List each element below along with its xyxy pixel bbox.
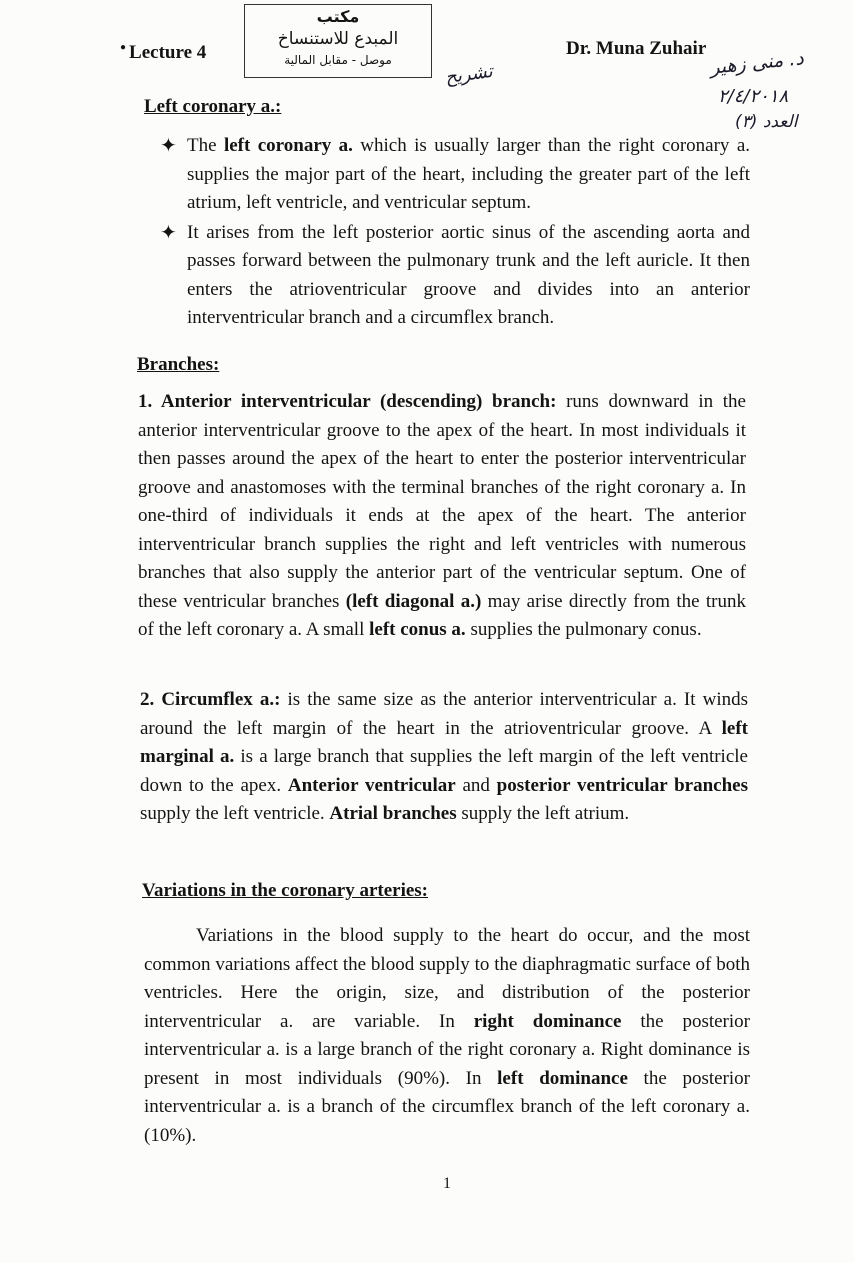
section-heading-branches: Branches:	[137, 354, 220, 375]
author-name: Dr. Muna Zuhair	[566, 38, 707, 59]
bullet-text	[187, 222, 750, 329]
text-run: is the same size as the anterior interventricular a. It winds around the left margin of the heart in the atrioventricular groove. A	[140, 689, 748, 739]
plus-bullet-icon: ✦	[160, 219, 177, 244]
lecture-title: Lecture 4	[129, 42, 207, 63]
lecture-label: ● Lecture 4	[120, 42, 207, 63]
stamp-line-2: المبدع للاستنساخ	[277, 29, 399, 49]
text-run: the posterior interventricular a. is a branch of the circumflex branch of the left coronary a. (10%).	[144, 1067, 750, 1146]
bullet-text	[187, 135, 750, 213]
text-run: The	[187, 135, 224, 156]
text-run: It arises from the left posterior aortic sinus of the ascending aorta and passes forward between the pulmonary trunk and the left auricle. It then enters the atrioventricular groove and divides into an anterior interventricular branch and a circumflex branch.	[187, 221, 750, 328]
bullet-item	[160, 132, 750, 218]
text-run: the posterior interventricular a. is a large branch of the right coronary a. Right dominance is present in most individuals (90%). In	[144, 1010, 750, 1089]
text-run: is a large branch that supplies the left margin of the left ventricle down to the apex.	[140, 746, 748, 796]
section-heading-left-coronary: Left coronary a.:	[144, 96, 282, 117]
bold-term: Anterior ventricular	[287, 774, 456, 796]
bullet-item	[160, 219, 750, 333]
stamp-line-3: موصل - مقابل المالية	[284, 53, 392, 67]
handwritten-name: د. منى زهير	[709, 47, 805, 79]
bold-term: left conus a.	[369, 619, 466, 640]
bold-term: left coronary a.	[223, 135, 353, 156]
section-heading-variations: Variations in the coronary arteries:	[142, 880, 429, 901]
page-number: 1	[443, 1175, 451, 1192]
text-run: runs downward in the anterior interventricular groove to the apex of the heart. In most individuals it then passes around the apex of the heart to enter the posterior interventricular groove and anastomoses with the terminal branches of the right coronary a. In one-third of individuals it ends at the apex of the heart. The anterior interventricular branch supplies the right and left ventricles with numerous branches that also supply the anterior part of the ventricular septum. One of these ventricular branches	[138, 391, 746, 612]
text-run: supply the left ventricle.	[140, 803, 330, 824]
bold-term: posterior ventricular branches	[496, 774, 749, 796]
text-run: supply the left atrium.	[456, 803, 630, 824]
handwritten-date: ٢/٤/٢٠١٨	[718, 86, 789, 107]
text-run: may arise directly from the trunk of the left coronary a. A small	[138, 590, 747, 640]
bold-term: 2. Circumflex a.:	[140, 689, 281, 710]
bold-term: (left diagonal a.)	[345, 590, 482, 612]
bold-term: left marginal a.	[140, 717, 748, 767]
bold-term: right dominance	[473, 1010, 622, 1032]
stamp-line-1: مكتب	[316, 7, 360, 26]
paragraph-variations	[144, 922, 750, 1150]
left-coronary-bullet-list	[160, 132, 750, 334]
plus-bullet-icon: ✦	[160, 133, 177, 157]
bold-term: Atrial branches	[329, 803, 457, 824]
text-run: which is usually larger than the right coronary a. supplies the major part of the heart, including the greater part of the left atrium, left ventricle, and ventricular septum.	[187, 135, 750, 213]
paragraph-anterior-interventricular	[138, 388, 746, 645]
text-run: supplies the pulmonary conus.	[465, 619, 702, 640]
bold-term: 1. Anterior interventricular (descending) branch:	[138, 391, 557, 412]
handwritten-number: العدد (٣)	[735, 112, 798, 132]
text-run: Variations in the blood supply to the heart do occur, and the most common variations affect the blood supply to the diaphragmatic surface of both ventricles. Here the origin, size, and distribution of the posterior interventricular a. are variable. In	[144, 925, 750, 1032]
paragraph-circumflex	[140, 686, 748, 829]
bold-term: left dominance	[497, 1067, 628, 1089]
shop-stamp	[244, 4, 432, 78]
handwritten-subject: تشريح	[443, 60, 494, 89]
text-run: and	[455, 774, 497, 796]
